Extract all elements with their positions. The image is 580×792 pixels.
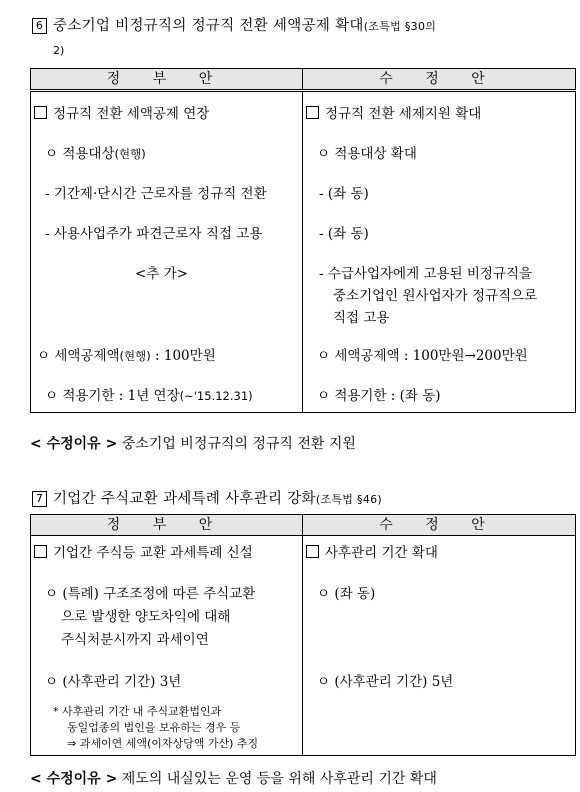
section7-rev-item2: ㅇ (사후관리 기간) 5년 (317, 674, 454, 690)
section6-header-revision: 수 정 안 (303, 69, 576, 91)
section6-gov-item1b: - 사용사업주가 파견근로자 직접 고용 (45, 226, 263, 242)
section6-rev-item1c-2: 중소기업인 원사업자가 정규직으로 (333, 288, 538, 304)
checkbox-square-icon (34, 106, 47, 119)
checkbox-square-icon (34, 545, 47, 558)
section6-gov-item1c: <추 가> (135, 266, 188, 282)
section6-gov-item3: ㅇ 적용기한 : 1년 연장(~'15.12.31) (45, 388, 253, 404)
section7-revision-cell (303, 536, 576, 756)
checkbox-square-icon (306, 106, 319, 119)
section7-header-government: 정 부 안 (31, 515, 303, 536)
section6-gov-item1: ㅇ 적용대상(현행) (45, 146, 146, 162)
section6-reason (30, 433, 356, 453)
section7-gov-note3: ⇒ 과세이연 세액(이자상당액 가산) 추징 (67, 737, 259, 750)
section7-gov-item2: ㅇ (사후관리 기간) 3년 (45, 674, 182, 690)
section7-reason-label: < 수정이유 > (30, 771, 118, 787)
section6-reason-text: 중소기업 비정규직의 정규직 전환 지원 (121, 436, 356, 452)
section7-gov-note2: 동일업종의 법인을 보유하는 경우 등 (67, 721, 241, 734)
section7-reason-text: 제도의 내실있는 운영 등을 위해 사후관리 기간 확대 (121, 771, 437, 787)
section6-rev-item3: ㅇ 적용기한 : (좌 동) (317, 388, 441, 404)
section7-title (32, 487, 382, 508)
section6-gov-item1a: - 기간제·단시간 근로자를 정규직 전환 (45, 186, 267, 202)
section6-government-cell (31, 91, 303, 413)
section7-gov-note1: * 사후관리 기간 내 주식교환법인과 (53, 705, 222, 718)
section7-gov-item1-3: 주식처분시까지 과세이연 (61, 632, 209, 648)
section6-title (32, 14, 436, 35)
section7-comparison-table (30, 514, 576, 756)
section6-rev-item2: ㅇ 세액공제액 : 100만원→200만원 (317, 348, 528, 364)
section6-header-government: 정 부 안 (31, 69, 303, 91)
section7-government-cell (31, 536, 303, 756)
section6-revision-cell (303, 91, 576, 413)
section7-rev-item1: ㅇ (좌 동) (317, 586, 376, 602)
section6-ref: (조특법 §30의 (363, 20, 437, 33)
section6-gov-heading: 정규직 전환 세액공제 연장 (34, 102, 209, 122)
section6-number: 6 (32, 18, 47, 34)
section7-title-text: 기업간 주식교환 과세특례 사후관리 강화 (53, 491, 316, 507)
section7-number: 7 (32, 491, 47, 507)
section6-rev-item1c-1: - 수급사업자에게 고용된 비정규직을 (319, 266, 533, 282)
section6-comparison-table (30, 68, 576, 413)
section7-ref: (조특법 §46) (315, 493, 383, 506)
section6-ref-cont: 2) (53, 44, 65, 57)
section7-header-revision: 수 정 안 (303, 515, 576, 536)
section7-reason (30, 768, 437, 788)
section6-rev-item1a: - (좌 동) (319, 186, 369, 202)
section6-rev-item1: ㅇ 적용대상 확대 (317, 146, 417, 162)
section6-gov-item2: ㅇ 세액공제액(현행) : 100만원 (37, 348, 216, 364)
section6-rev-item1c-3: 직접 고용 (333, 310, 390, 326)
section7-gov-item1-1: ㅇ (특례) 구조조정에 따른 주식교환 (45, 586, 256, 602)
checkbox-square-icon (306, 545, 319, 558)
section7-rev-heading: 사후관리 기간 확대 (306, 541, 438, 561)
section6-reason-label: < 수정이유 > (30, 436, 118, 452)
section6-title-text: 중소기업 비정규직의 정규직 전환 세액공제 확대 (53, 18, 364, 34)
section6-rev-item1b: - (좌 동) (319, 226, 369, 242)
section7-gov-heading: 기업간 주식등 교환 과세특례 신설 (34, 541, 253, 561)
section6-rev-heading: 정규직 전환 세제지원 확대 (306, 102, 481, 122)
section7-gov-item1-2: 으로 발생한 양도차익에 대해 (61, 609, 231, 625)
